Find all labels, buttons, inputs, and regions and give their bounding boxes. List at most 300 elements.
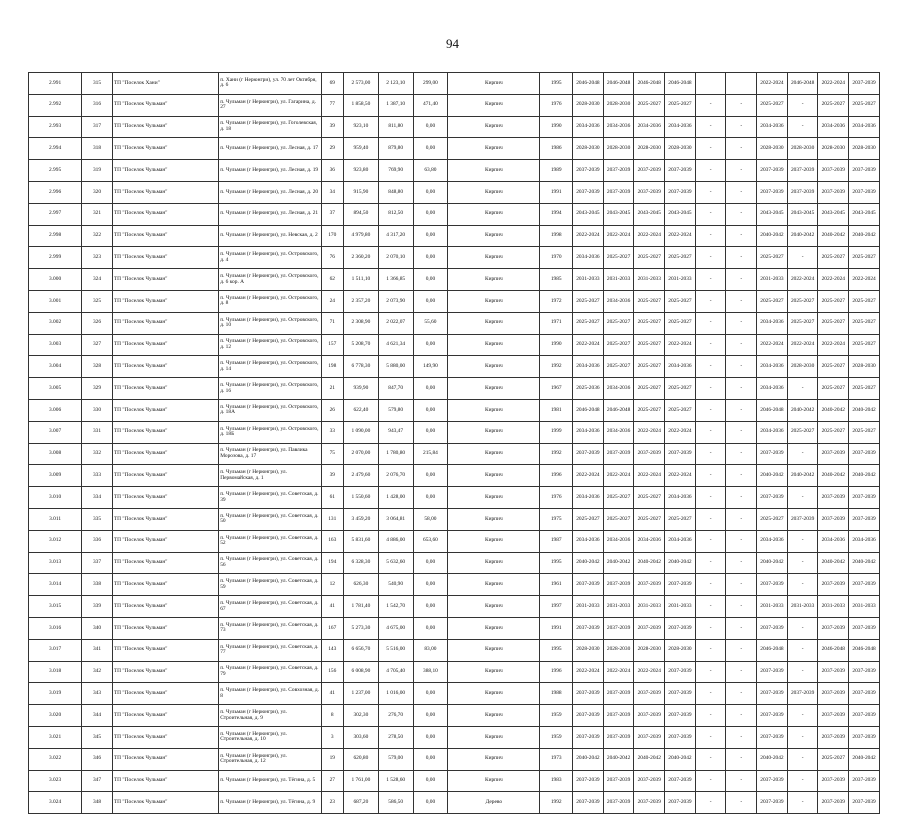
cell-period-7: 2031-2033 [757,269,788,291]
cell-row-num: 324 [82,269,113,291]
table-row [29,312,880,334]
table-row [29,487,880,509]
cell-period-5: - [695,465,726,487]
cell-period-9: 2037-2039 [818,487,849,509]
cell-build-year: 1959 [540,705,573,727]
cell-wall-material: Кирпич [448,661,540,683]
cell-period-10: 2040-2042 [849,552,880,574]
cell-row-num: 336 [82,530,113,552]
cell-row-id: 2.999 [29,247,82,269]
cell-non-living-area: 0,00 [413,290,448,312]
cell-row-num: 326 [82,312,113,334]
cell-period-9: 2043-2045 [818,203,849,225]
cell-municipality: ТП "Поселок Чульман" [112,639,218,661]
table-row [29,530,880,552]
cell-non-living-area: 0,00 [413,726,448,748]
cell-period-2: 2034-2036 [603,290,634,312]
cell-period-9: 2022-2024 [818,269,849,291]
cell-period-1: 2025-2036 [573,378,604,400]
cell-period-8: - [787,247,818,269]
cell-row-id: 3.008 [29,443,82,465]
cell-non-living-area: 0,00 [413,574,448,596]
cell-living-area: 1 528,60 [378,770,413,792]
cell-period-10: 2028-2030 [849,138,880,160]
cell-period-10: 2037-2039 [849,617,880,639]
cell-period-8: 2043-2045 [787,203,818,225]
cell-period-10: 2025-2027 [849,378,880,400]
cell-wall-material: Кирпич [448,748,540,770]
cell-build-year: 1970 [540,247,573,269]
cell-period-9: 2040-2042 [818,465,849,487]
cell-period-8: - [787,661,818,683]
cell-period-5: - [695,508,726,530]
cell-period-9: 2025-2027 [818,290,849,312]
cell-period-3: 2028-2030 [634,639,665,661]
cell-period-4: 2025-2027 [665,94,696,116]
cell-build-year: 1992 [540,356,573,378]
cell-non-living-area: 0,00 [413,792,448,814]
cell-row-num: 316 [82,94,113,116]
cell-period-4: 2046-2048 [665,73,696,95]
cell-period-7: 2034-2036 [757,356,788,378]
cell-row-id: 2.997 [29,203,82,225]
table-row [29,269,880,291]
cell-row-num: 348 [82,792,113,814]
cell-row-id: 3.012 [29,530,82,552]
cell-period-10: 2037-2039 [849,726,880,748]
cell-period-2: 2034-2036 [603,530,634,552]
cell-apartments: 39 [321,116,344,138]
cell-apartments: 12 [321,574,344,596]
cell-period-4: 2040-2042 [665,552,696,574]
cell-build-year: 1985 [540,269,573,291]
cell-address: п. Чульман (г Нерюнгри), ул. Советская, д. 52 [219,530,321,552]
cell-period-1: 2037-2039 [573,683,604,705]
cell-period-6 [726,73,757,95]
cell-period-3: 2034-2036 [634,116,665,138]
cell-period-3: 2037-2039 [634,181,665,203]
cell-total-area: 915,90 [344,181,379,203]
cell-total-area: 303,60 [344,726,379,748]
cell-wall-material: Кирпич [448,138,540,160]
cell-address: п. Хани (г Нерюнгри), ул. 70 лет Октября, д. 6 [219,73,321,95]
cell-period-7: 2034-2036 [757,530,788,552]
cell-row-num: 341 [82,639,113,661]
cell-wall-material: Кирпич [448,225,540,247]
cell-total-area: 939,90 [344,378,379,400]
cell-build-year: 1995 [540,552,573,574]
cell-non-living-area: 215,84 [413,443,448,465]
cell-row-id: 2.991 [29,73,82,95]
cell-period-7: 2037-2039 [757,683,788,705]
cell-apartments: 167 [321,617,344,639]
cell-period-7: 2037-2039 [757,181,788,203]
cell-period-3: 2037-2039 [634,443,665,465]
cell-period-10: 2025-2027 [849,312,880,334]
cell-period-1: 2031-2033 [573,596,604,618]
table-row [29,508,880,530]
cell-living-area: 586,50 [378,792,413,814]
cell-period-10: 2037-2039 [849,508,880,530]
cell-period-2: 2025-2027 [603,487,634,509]
cell-non-living-area: 0,00 [413,138,448,160]
cell-period-4: 2022-2024 [665,334,696,356]
cell-non-living-area: 0,00 [413,487,448,509]
table-row [29,596,880,618]
cell-living-area: 579,00 [378,748,413,770]
cell-apartments: 29 [321,138,344,160]
cell-total-area: 5 831,60 [344,530,379,552]
cell-row-num: 318 [82,138,113,160]
cell-period-2: 2022-2024 [603,465,634,487]
cell-wall-material: Кирпич [448,160,540,182]
cell-total-area: 620,80 [344,748,379,770]
cell-period-6: - [726,334,757,356]
cell-period-10: 2037-2039 [849,160,880,182]
cell-period-1: 2037-2039 [573,443,604,465]
cell-municipality: ТП "Поселок Чульман" [112,116,218,138]
cell-period-9: 2025-2027 [818,312,849,334]
cell-municipality: ТП "Поселок Чульман" [112,661,218,683]
cell-non-living-area: 0,00 [413,683,448,705]
cell-period-1: 2025-2027 [573,290,604,312]
cell-period-9: 2040-2042 [818,225,849,247]
cell-non-living-area: 0,00 [413,378,448,400]
cell-build-year: 1961 [540,574,573,596]
cell-period-2: 2028-2030 [603,138,634,160]
cell-address: п. Чульман (г Нерюнгри), ул. Совхозная, д. 8 [219,683,321,705]
cell-period-2: 2022-2024 [603,661,634,683]
cell-period-1: 2037-2039 [573,792,604,814]
cell-address: п. Чульман (г Нерюнгри), ул. Островского, д. 12 [219,334,321,356]
cell-period-8: 2025-2027 [787,421,818,443]
cell-period-9: 2025-2027 [818,421,849,443]
cell-period-2: 2037-2039 [603,574,634,596]
cell-period-5: - [695,138,726,160]
cell-living-area: 5 516,00 [378,639,413,661]
cell-period-2: 2037-2039 [603,770,634,792]
cell-period-2: 2040-2042 [603,552,634,574]
cell-address: п. Чульман (г Нерюнгри), ул. Советская, д. 59 [219,574,321,596]
cell-non-living-area: 0,00 [413,705,448,727]
cell-non-living-area: 0,00 [413,552,448,574]
cell-row-num: 337 [82,552,113,574]
cell-period-3: 2037-2039 [634,160,665,182]
cell-period-3: 2025-2027 [634,487,665,509]
cell-period-2: 2022-2024 [603,225,634,247]
cell-period-3: 2022-2024 [634,465,665,487]
cell-row-num: 335 [82,508,113,530]
cell-address: п. Чульман (г Нерюнгри), ул. Лесная, д. 20 [219,181,321,203]
cell-non-living-area: 0,00 [413,617,448,639]
cell-period-5: - [695,705,726,727]
cell-period-3: 2031-2033 [634,596,665,618]
cell-period-4: 2022-2024 [665,225,696,247]
cell-period-2: 2037-2039 [603,683,634,705]
cell-municipality: ТП "Поселок Чульман" [112,683,218,705]
cell-wall-material: Кирпич [448,683,540,705]
cell-municipality: ТП "Поселок Чульман" [112,530,218,552]
table-row [29,399,880,421]
cell-period-1: 2040-2042 [573,552,604,574]
cell-apartments: 34 [321,181,344,203]
cell-municipality: ТП "Поселок Чульман" [112,399,218,421]
cell-living-area: 3 064,81 [378,508,413,530]
cell-period-1: 2037-2039 [573,160,604,182]
cell-period-4: 2025-2027 [665,247,696,269]
cell-build-year: 1999 [540,421,573,443]
cell-municipality: ТП "Поселок Чульман" [112,705,218,727]
cell-period-3: 2025-2027 [634,290,665,312]
cell-living-area: 879,80 [378,138,413,160]
cell-wall-material: Кирпич [448,269,540,291]
cell-apartments: 143 [321,639,344,661]
cell-period-1: 2037-2039 [573,617,604,639]
cell-address: п. Чульман (г Нерюнгри), ул. Строительная, д. 12 [219,748,321,770]
cell-build-year: 1994 [540,203,573,225]
cell-row-num: 327 [82,334,113,356]
cell-period-7: 2034-2036 [757,421,788,443]
cell-apartments: 170 [321,225,344,247]
cell-living-area: 5 632,60 [378,552,413,574]
cell-period-4: 2034-2036 [665,487,696,509]
cell-build-year: 1959 [540,726,573,748]
cell-living-area: 1 428,00 [378,487,413,509]
cell-period-6: - [726,94,757,116]
cell-period-5: - [695,334,726,356]
cell-period-8: 2040-2042 [787,399,818,421]
cell-period-9: 2034-2036 [818,530,849,552]
cell-address: п. Чульман (г Нерюнгри), ул. Строительная, д. 9 [219,705,321,727]
cell-period-3: 2025-2027 [634,334,665,356]
cell-period-2: 2025-2027 [603,312,634,334]
cell-period-5: - [695,225,726,247]
cell-apartments: 75 [321,443,344,465]
cell-period-9: 2025-2027 [818,378,849,400]
cell-address: п. Чульман (г Нерюнгри), ул. Островского, д. 18А [219,399,321,421]
housing-register-table [28,72,880,814]
cell-wall-material: Кирпич [448,617,540,639]
cell-non-living-area: 0,00 [413,269,448,291]
cell-apartments: 27 [321,770,344,792]
cell-total-area: 2 360,20 [344,247,379,269]
cell-row-id: 2.995 [29,160,82,182]
cell-apartments: 19 [321,748,344,770]
cell-period-2: 2034-2036 [603,378,634,400]
cell-period-7: 2046-2048 [757,639,788,661]
cell-period-3: 2028-2030 [634,138,665,160]
cell-period-1: 2034-2036 [573,356,604,378]
cell-apartments: 3 [321,726,344,748]
cell-total-area: 2 573,00 [344,73,379,95]
cell-address: п. Чульман (г Нерюнгри), ул. Гагарина, д. 27 [219,94,321,116]
cell-period-10: 2037-2039 [849,181,880,203]
cell-period-8: 2046-2048 [787,73,818,95]
cell-row-id: 3.018 [29,661,82,683]
cell-period-9: 2037-2039 [818,181,849,203]
cell-period-9: 2025-2027 [818,748,849,770]
cell-period-7: 2037-2039 [757,792,788,814]
table-row [29,639,880,661]
cell-wall-material: Кирпич [448,487,540,509]
cell-period-6: - [726,726,757,748]
cell-period-10: 2028-2030 [849,356,880,378]
cell-period-8: 2037-2039 [787,683,818,705]
cell-period-10: 2040-2042 [849,225,880,247]
cell-period-2: 2028-2030 [603,639,634,661]
cell-period-8: - [787,116,818,138]
cell-period-5: - [695,617,726,639]
cell-period-3: 2022-2024 [634,661,665,683]
cell-wall-material: Кирпич [448,247,540,269]
cell-municipality: ТП "Поселок Чульман" [112,508,218,530]
cell-period-6: - [726,596,757,618]
cell-living-area: 4 621,34 [378,334,413,356]
cell-period-8: - [787,574,818,596]
cell-non-living-area: 58,00 [413,508,448,530]
cell-row-id: 3.015 [29,596,82,618]
cell-period-7: 2037-2039 [757,770,788,792]
table-row [29,94,880,116]
cell-period-5: - [695,378,726,400]
cell-period-1: 2037-2039 [573,574,604,596]
cell-period-2: 2025-2027 [603,247,634,269]
cell-period-2: 2037-2039 [603,443,634,465]
cell-period-8: 2040-2042 [787,225,818,247]
cell-period-8: 2022-2024 [787,269,818,291]
cell-period-10: 2037-2039 [849,443,880,465]
cell-build-year: 1995 [540,639,573,661]
cell-period-3: 2037-2039 [634,574,665,596]
cell-period-9: 2037-2039 [818,443,849,465]
cell-non-living-area: 0,00 [413,596,448,618]
cell-wall-material: Кирпич [448,290,540,312]
cell-period-4: 2028-2030 [665,138,696,160]
cell-row-num: 329 [82,378,113,400]
cell-non-living-area: 0,00 [413,247,448,269]
cell-period-8: 2028-2030 [787,138,818,160]
cell-build-year: 1991 [540,617,573,639]
cell-period-10: 2025-2027 [849,290,880,312]
cell-period-1: 2022-2024 [573,661,604,683]
cell-period-6: - [726,181,757,203]
table-row [29,792,880,814]
cell-address: п. Чульман (г Нерюнгри), ул. Советская, д. 39 [219,487,321,509]
cell-row-num: 330 [82,399,113,421]
cell-build-year: 1981 [540,399,573,421]
cell-period-5: - [695,748,726,770]
cell-period-8: - [787,94,818,116]
cell-period-7: 2037-2039 [757,661,788,683]
cell-row-num: 325 [82,290,113,312]
cell-living-area: 540,90 [378,574,413,596]
cell-period-5: - [695,792,726,814]
cell-municipality: ТП "Поселок Хани" [112,73,218,95]
cell-row-num: 323 [82,247,113,269]
cell-wall-material: Кирпич [448,94,540,116]
cell-build-year: 1975 [540,508,573,530]
cell-row-num: 347 [82,770,113,792]
cell-living-area: 278,50 [378,726,413,748]
cell-period-6: - [726,574,757,596]
cell-row-id: 3.002 [29,312,82,334]
cell-period-5: - [695,530,726,552]
cell-living-area: 1 780,80 [378,443,413,465]
cell-period-10: 2025-2027 [849,334,880,356]
cell-period-3: 2025-2027 [634,312,665,334]
cell-period-8: - [787,792,818,814]
cell-address: п. Чульман (г Нерюнгри), ул. Островского, д. 8 [219,290,321,312]
cell-total-area: 3 459,20 [344,508,379,530]
cell-non-living-area: 0,00 [413,203,448,225]
cell-build-year: 1998 [540,225,573,247]
cell-living-area: 579,80 [378,399,413,421]
cell-period-6: - [726,138,757,160]
table-row [29,705,880,727]
cell-period-1: 2034-2036 [573,116,604,138]
cell-period-2: 2031-2033 [603,596,634,618]
cell-period-9: 2037-2039 [818,508,849,530]
cell-address: п. Чульман (г Нерюнгри), ул. Гоголевская, д. 18 [219,116,321,138]
cell-row-id: 3.013 [29,552,82,574]
cell-row-id: 3.007 [29,421,82,443]
cell-period-1: 2028-2030 [573,639,604,661]
cell-period-1: 2022-2024 [573,225,604,247]
cell-period-6: - [726,792,757,814]
cell-period-7: 2043-2045 [757,203,788,225]
cell-apartments: 36 [321,160,344,182]
cell-build-year: 1987 [540,530,573,552]
cell-period-10: 2037-2039 [849,683,880,705]
cell-period-4: 2034-2036 [665,356,696,378]
cell-period-4: 2037-2039 [665,705,696,727]
cell-period-10: 2046-2048 [849,639,880,661]
cell-living-area: 4 675,00 [378,617,413,639]
cell-row-id: 3.023 [29,770,82,792]
cell-total-area: 2 308,90 [344,312,379,334]
cell-period-5: - [695,399,726,421]
cell-row-id: 2.994 [29,138,82,160]
cell-period-4: 2025-2027 [665,399,696,421]
cell-period-4: 2025-2027 [665,290,696,312]
cell-period-7: 2040-2042 [757,552,788,574]
table-row [29,574,880,596]
cell-address: п. Чульман (г Нерюнгри), ул. Островского, д. 6 кор. А [219,269,321,291]
cell-period-7: 2037-2039 [757,160,788,182]
cell-period-5 [695,73,726,95]
cell-period-2: 2025-2027 [603,356,634,378]
cell-period-10: 2037-2039 [849,73,880,95]
cell-period-5: - [695,661,726,683]
cell-period-7: 2034-2036 [757,116,788,138]
cell-period-6: - [726,617,757,639]
cell-period-6: - [726,443,757,465]
cell-municipality: ТП "Поселок Чульман" [112,203,218,225]
cell-non-living-area: 149,90 [413,356,448,378]
cell-period-7: 2046-2048 [757,399,788,421]
cell-period-9: 2022-2024 [818,334,849,356]
cell-build-year: 1972 [540,290,573,312]
cell-living-area: 2 123,10 [378,73,413,95]
cell-period-2: 2046-2048 [603,73,634,95]
cell-period-3: 2025-2027 [634,356,665,378]
cell-build-year: 1976 [540,487,573,509]
cell-apartments: 71 [321,312,344,334]
cell-living-area: 812,50 [378,203,413,225]
cell-address: п. Чульман (г Нерюнгри), ул. Лесная, д. 21 [219,203,321,225]
cell-wall-material: Кирпич [448,639,540,661]
cell-period-6: - [726,552,757,574]
